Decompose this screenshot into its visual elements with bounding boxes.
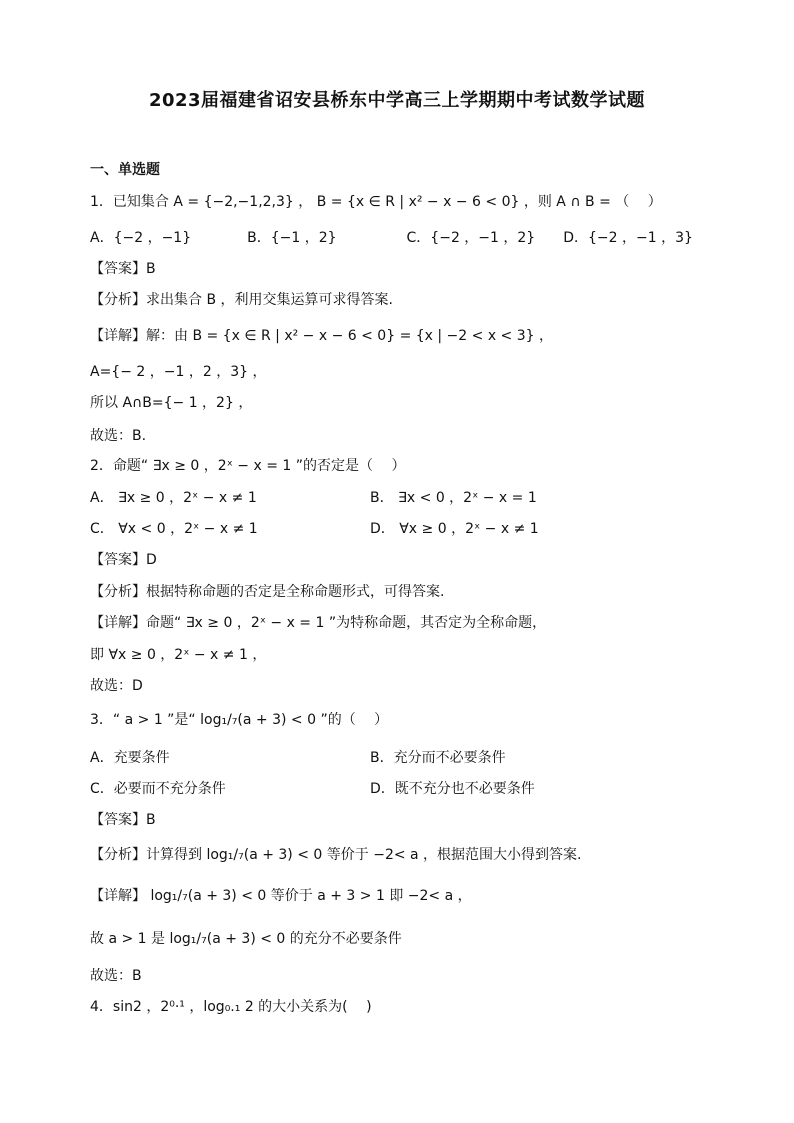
question-2-option-b: B． ∃x < 0 ，2ˣ − x = 1 [370,490,537,506]
question-1-detail: 【详解】解：由 B = {x ∈ R | x² − x − 6 < 0} = {x | −2 < x < 3} ， [90,328,554,344]
question-1-analysis: 【分析】求出集合 B ，利用交集运算可求得答案. [90,292,393,308]
question-2-answer: 【答案】D [90,552,157,568]
question-2-option-a: A． ∃x ≥ 0 ，2ˣ − x ≠ 1 [90,490,257,506]
question-4: 4．sin2 ，2⁰·¹ ，log₀.₁ 2 的大小关系为( ) [90,999,372,1015]
question-3-detail-line: 故 a > 1 是 log₁/₇(a + 3) < 0 的充分不必要条件 [90,931,402,947]
question-1-detail-line: A={− 2 ，−1 ，2 ，3} ， [90,364,267,380]
question-3-option-d: D．既不充分也不必要条件 [370,781,535,797]
section-heading: 一、单选题 [90,162,160,178]
question-1-options: A．{−2 ，−1} B．{−1 ，2} C．{−2 ，−1 ，2} D．{−2 ，−1 ，3} [90,230,693,246]
question-2-analysis: 【分析】根据特称命题的否定是全称命题形式，可得答案. [90,584,445,600]
question-1-detail-line: 故选：B. [90,428,147,444]
question-1: 1．已知集合 A = {−2,−1,2,3} ， B = {x ∈ R | x² − x − 6 < 0} ，则 A ∩ B = （ ） [90,194,662,210]
question-3-answer: 【答案】B [90,812,156,828]
question-2-option-d: D． ∀x ≥ 0 ，2ˣ − x ≠ 1 [370,521,539,537]
question-1-answer: 【答案】B [90,261,156,277]
question-3: 3．“ a > 1 ”是“ log₁/₇(a + 3) < 0 ”的（ ） [90,712,389,728]
question-3-option-a: A．充要条件 [90,750,170,766]
question-3-option-c: C．必要而不充分条件 [90,781,226,797]
question-2-detail-line: 即 ∀x ≥ 0 ，2ˣ − x ≠ 1 ， [90,647,267,663]
question-3-option-b: B．充分而不必要条件 [370,750,506,766]
page-title: 2023届福建省诏安县桥东中学高三上学期期中考试数学试题 [148,90,646,111]
question-2-detail: 【详解】命题“ ∃x ≥ 0 ，2ˣ − x = 1 ”为特称命题，其否定为全称命题， [90,615,547,631]
question-2-detail-line: 故选：D [90,678,143,694]
question-3-detail-line: 故选：B [90,968,142,984]
question-3-analysis: 【分析】计算得到 log₁/₇(a + 3) < 0 等价于 −2< a ，根据范围大小得到答案. [90,847,582,863]
question-1-detail-line: 所以 A∩B={− 1 ，2} ， [90,395,253,411]
question-2: 2．命题“ ∃x ≥ 0 ，2ˣ − x = 1 ”的否定是（ ） [90,458,406,474]
question-2-option-c: C． ∀x < 0 ，2ˣ − x ≠ 1 [90,521,258,537]
question-3-detail: 【详解】 log₁/₇(a + 3) < 0 等价于 a + 3 > 1 即 −2< a ， [90,888,472,904]
